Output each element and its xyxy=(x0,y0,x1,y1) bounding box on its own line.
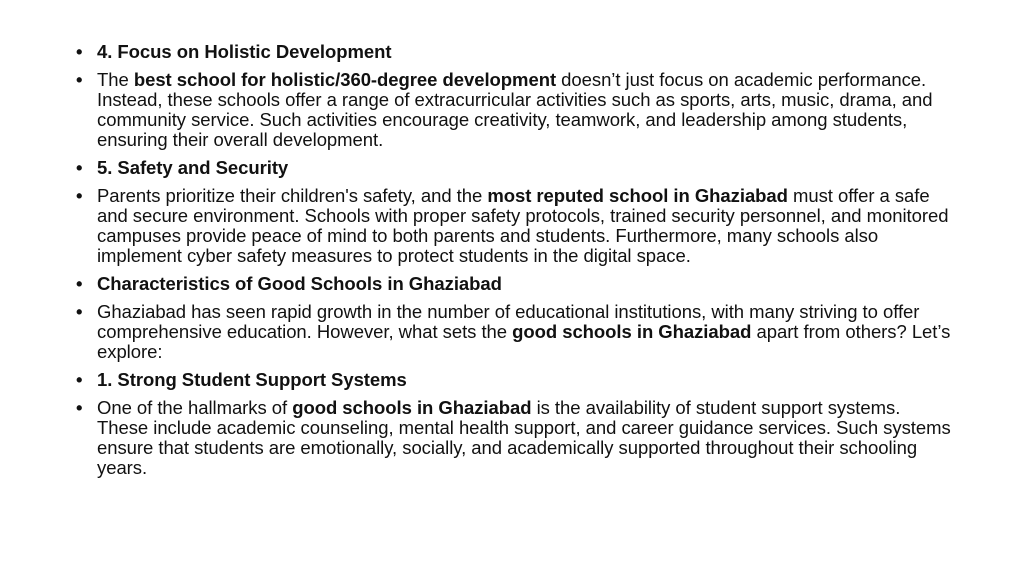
heading-text: 1. Strong Student Support Systems xyxy=(97,369,407,390)
bullet-dot-icon: • xyxy=(76,185,83,206)
bullet-heading-holistic-development xyxy=(76,42,956,62)
bullet-dot-icon: • xyxy=(76,69,83,90)
paragraph-text-pre: Ghaziabad has seen rapid growth in the number of educational institutions, with many striving to offer comprehensive education. However, what sets the xyxy=(97,301,920,342)
paragraph-text-pre: Parents prioritize their children's safety, and the xyxy=(97,185,488,206)
paragraph-text-bold: good schools in Ghaziabad xyxy=(292,397,532,418)
heading-text: 4. Focus on Holistic Development xyxy=(97,41,392,62)
bullet-dot-icon: • xyxy=(76,397,83,418)
bullet-heading-characteristics xyxy=(76,274,956,294)
bullet-dot-icon: • xyxy=(76,301,83,322)
heading-text: 5. Safety and Security xyxy=(97,157,289,178)
bullet-dot-icon: • xyxy=(76,41,83,62)
paragraph-text-bold: best school for holistic/360-degree development xyxy=(133,69,557,90)
paragraph-text-pre: The xyxy=(97,69,134,90)
paragraph-text-post: apart from others? Let’s explore: xyxy=(97,321,951,362)
bullet-dot-icon: • xyxy=(76,157,83,178)
bullet-paragraph-characteristics xyxy=(76,302,956,362)
bullet-paragraph-holistic-development xyxy=(76,70,956,150)
bullet-paragraph-safety-security xyxy=(76,186,956,266)
paragraph-text-post: doesn’t just focus on academic performance. Instead, these schools offer a range of extracurricular activities such as sports, arts, music, drama, and community service. Such activities encourage creativity, teamwork, and leadership among students, ensuring their overall development. xyxy=(97,69,933,150)
paragraph-text-bold: most reputed school in Ghaziabad xyxy=(487,185,788,206)
bullet-dot-icon: • xyxy=(76,273,83,294)
paragraph-text-post: must offer a safe and secure environment. Schools with proper safety protocols, trained security personnel, and monitored campuses provide peace of mind to both parents and students. Furthermore, many schools also implement cyber safety measures to protect students in the digital space. xyxy=(97,185,949,266)
bullet-paragraph-student-support xyxy=(76,398,956,478)
bullet-dot-icon: • xyxy=(76,369,83,390)
heading-text: Characteristics of Good Schools in Ghaziabad xyxy=(97,273,502,294)
bullet-list xyxy=(76,42,956,486)
paragraph-text-bold: good schools in Ghaziabad xyxy=(512,321,752,342)
paragraph-text-post: is the availability of student support systems. These include academic counseling, mental health support, and career guidance services. Such systems ensure that students are emotionally, socially, and academically supported throughout their schooling years. xyxy=(97,397,951,478)
paragraph-text-pre: One of the hallmarks of xyxy=(97,397,293,418)
bullet-heading-safety-security xyxy=(76,158,956,178)
bullet-heading-student-support xyxy=(76,370,956,390)
